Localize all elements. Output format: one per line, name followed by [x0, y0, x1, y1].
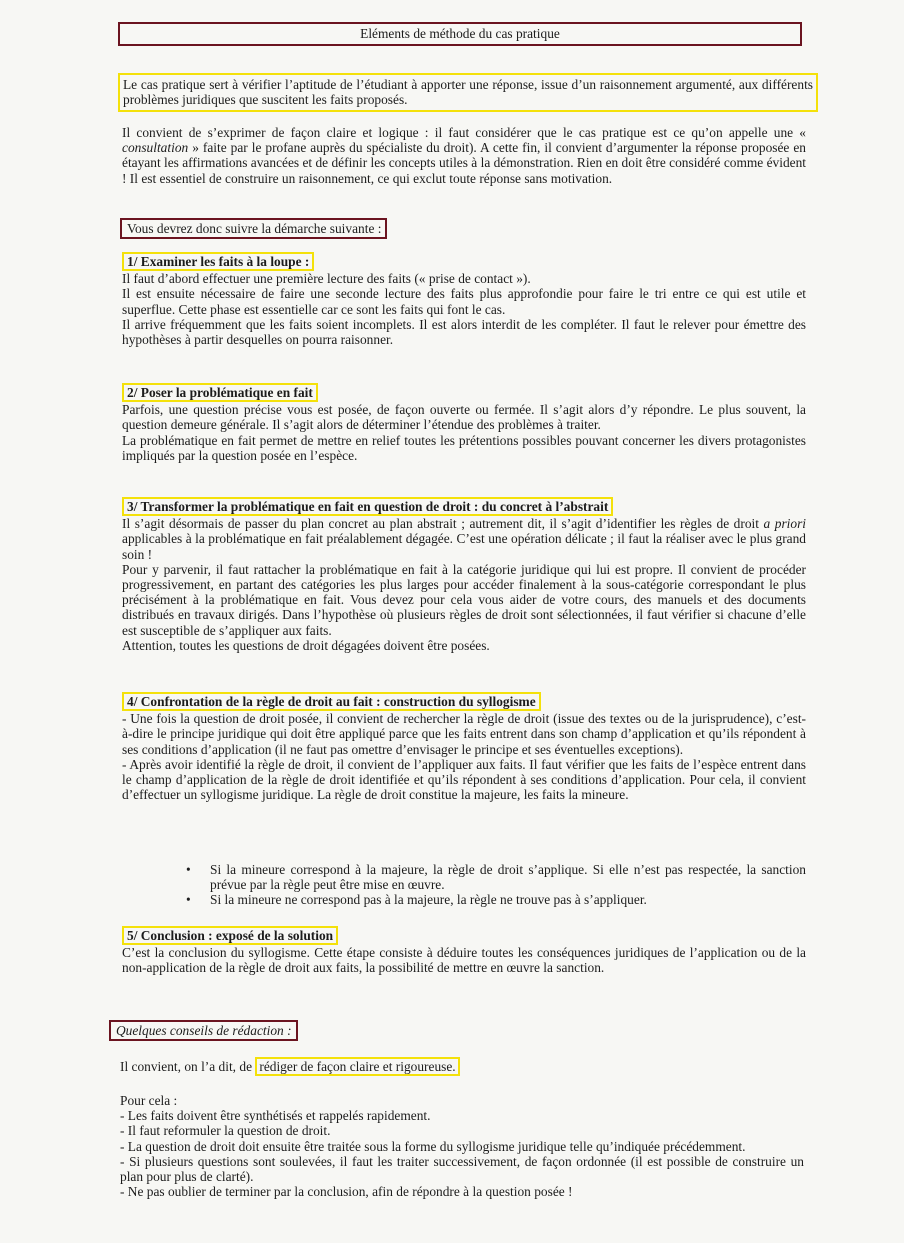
conseils-highlight: rédiger de façon claire et rigoureuse. [255, 1057, 459, 1076]
conseils-label-block [109, 1020, 793, 1041]
section-3-line1-after: applicables à la problématique en fait préalablement dégagée. C’est une opération délicate ; il faut la réaliser avec le plus grand soin ! [122, 531, 806, 562]
conseils-intro-text: Il convient, on l’a dit, de [120, 1059, 256, 1074]
bullet-dot: • [186, 862, 191, 877]
section-1 [122, 252, 806, 347]
section-2-line: La problématique en fait permet de mettre en relief toutes les prétentions possibles pouvant concerner les divers protagonistes impliqués par la question posée en l’espèce. [122, 432, 806, 463]
section-4-line: - Une fois la question de droit posée, il convient de rechercher la règle de droit (issue des textes ou de la jurisprudence), c’est-à-dire le principe juridique qui doit être appliqué parce que les faits entrent dans son champ d’application et qu’ils répondent à ses conditions d’application (il ne faut pas omettre d’envisager le principe et ses éventuelles exceptions). [122, 711, 806, 757]
section-1-line: Il arrive fréquemment que les faits soient incomplets. Il est alors interdit de les compléter. Il faut le relever pour émettre des hypothèses à partir desquelles on pourra raisonner. [122, 316, 806, 348]
conseil-item: - Il faut reformuler la question de droit. [120, 1123, 331, 1139]
pour-cela-label: Pour cela : [120, 1093, 178, 1108]
section-5-text: C’est la conclusion du syllogisme. Cette étape consiste à déduire toutes les conséquences juridiques de l’application ou de la non-application de la règle de droit aux faits, la possibilité de mettre en œuvre la sanction. [122, 945, 806, 976]
bullet-text: Si la mineure ne correspond pas à la majeure, la règle ne trouve pas à s’appliquer. [210, 892, 647, 908]
conseil-item: - Si plusieurs questions sont soulevées, il faut les traiter successivement, de façon ordonnée (il est possible de construire un plan pour plus de clarté). [120, 1153, 804, 1185]
bullet-list [122, 862, 806, 908]
section-4-line: - Après avoir identifié la règle de droit, il convient de l’appliquer aux faits. Il faut vérifier que les faits de l’espèce entrent dans le champ d’application de la règle de droit identifiée et qu’ils répondent à ses conditions d’application. Pour cela, il convient d’effectuer un syllogisme juridique. La règle de droit constitue la majeure, les faits la mineure. [122, 756, 806, 803]
section-1-line: Il est ensuite nécessaire de faire une seconde lecture des faits plus approfondie pour faire le tri entre ce qui est utile et superflue. Cette phase est essentielle car ce sont les faits qui font le cas. [122, 286, 806, 317]
section-2-line: Parfois, une question précise vous est posée, de façon ouverte ou fermée. Il s’agit alors d’y répondre. Le plus souvent, la question demeure générale. Il s’agit alors de déterminer l’étendue des problèmes à traiter. [122, 402, 806, 433]
section-5 [122, 926, 806, 976]
section-2-heading: 2/ Poser la problématique en fait [122, 383, 318, 402]
section-1-line: Il faut d’abord effectuer une première lecture des faits (« prise de contact »). [122, 271, 531, 287]
paragraph-method-text-after: » faite par le profane auprès du spécialiste du droit). A cette fin, il convient d’argumenter la réponse proposée en étayant les affirmations avancées et de définir les concepts utiles à la démonstration. Rien en doit être considéré comme évident ! Il est essentiel de construire un raisonnement, ce qui exclut toute réponse sans motivation. [122, 140, 806, 186]
section-3 [122, 497, 806, 653]
conseil-item: - La question de droit doit ensuite être traitée sous la forme du syllogisme juridique telle qu’indiquée précédemment. [120, 1138, 746, 1154]
conseil-item: - Ne pas oublier de terminer par la conclusion, afin de répondre à la question posée ! [120, 1184, 573, 1200]
conseils-label: Quelques conseils de rédaction : [109, 1020, 298, 1041]
paragraph-method-text-before: Il convient de s’exprimer de façon claire et logique : il faut considérer que le cas pratique est ce qu’on appelle une « [122, 125, 806, 140]
section-3-line: Pour y parvenir, il faut rattacher la problématique en fait à la catégorie juridique qui lui est propre. Il convient de procéder progressivement, en partant des catégories les plus larges pour accéder finalement à la sous-catégorie correspondant le plus précisément à la problématique en fait. Vous devez pour cela vous aider de votre cours, des manuels et des documents distribués en travaux dirigés. Dans l’hypothèse où plusieurs règles de droit sont sélectionnées, il faut vérifier si chacune d’elle est susceptible de s’appliquer aux faits. [122, 561, 806, 638]
intro-paragraph: Le cas pratique sert à vérifier l’aptitude de l’étudiant à apporter une réponse, issue d’un raisonnement argumenté, aux différents problèmes juridiques que suscitent les faits proposés. [118, 73, 818, 112]
section-3-line1-before: Il s’agit désormais de passer du plan concret au plan abstrait ; autrement dit, il s’agit d’identifier les règles de droit [122, 516, 764, 532]
conseils-intro [120, 1057, 804, 1076]
conseils-list [120, 1093, 804, 1199]
bullet-text: Si la mineure correspond à la majeure, la règle de droit s’applique. Si elle n’est pas respectée, la sanction prévue par la règle peut être mise en œuvre. [210, 862, 806, 893]
section-5-heading: 5/ Conclusion : exposé de la solution [122, 926, 338, 945]
bullet-item [122, 892, 806, 907]
section-3-line: Attention, toutes les questions de droit dégagées doivent être posées. [122, 637, 490, 653]
section-4-heading: 4/ Confrontation de la règle de droit au fait : construction du syllogisme [122, 692, 541, 711]
section-3-line [122, 516, 806, 562]
section-3-heading: 3/ Transformer la problématique en fait en question de droit : du concret à l’abstrait [122, 497, 613, 516]
demarche-label: Vous devrez donc suivre la démarche suivante : [120, 218, 387, 239]
section-4-bullets [122, 862, 806, 908]
demarche-block [120, 218, 804, 239]
document-title: Eléments de méthode du cas pratique [118, 22, 802, 46]
bullet-dot: • [186, 892, 191, 908]
paragraph-method [122, 125, 806, 186]
section-1-heading: 1/ Examiner les faits à la loupe : [122, 252, 314, 271]
consultation-emphasis: consultation [122, 140, 189, 156]
section-4 [122, 692, 806, 802]
conseil-item: - Les faits doivent être synthétisés et rappelés rapidement. [120, 1108, 431, 1124]
a-priori-emphasis: a priori [763, 516, 807, 532]
bullet-item [122, 862, 806, 892]
section-2 [122, 383, 806, 463]
